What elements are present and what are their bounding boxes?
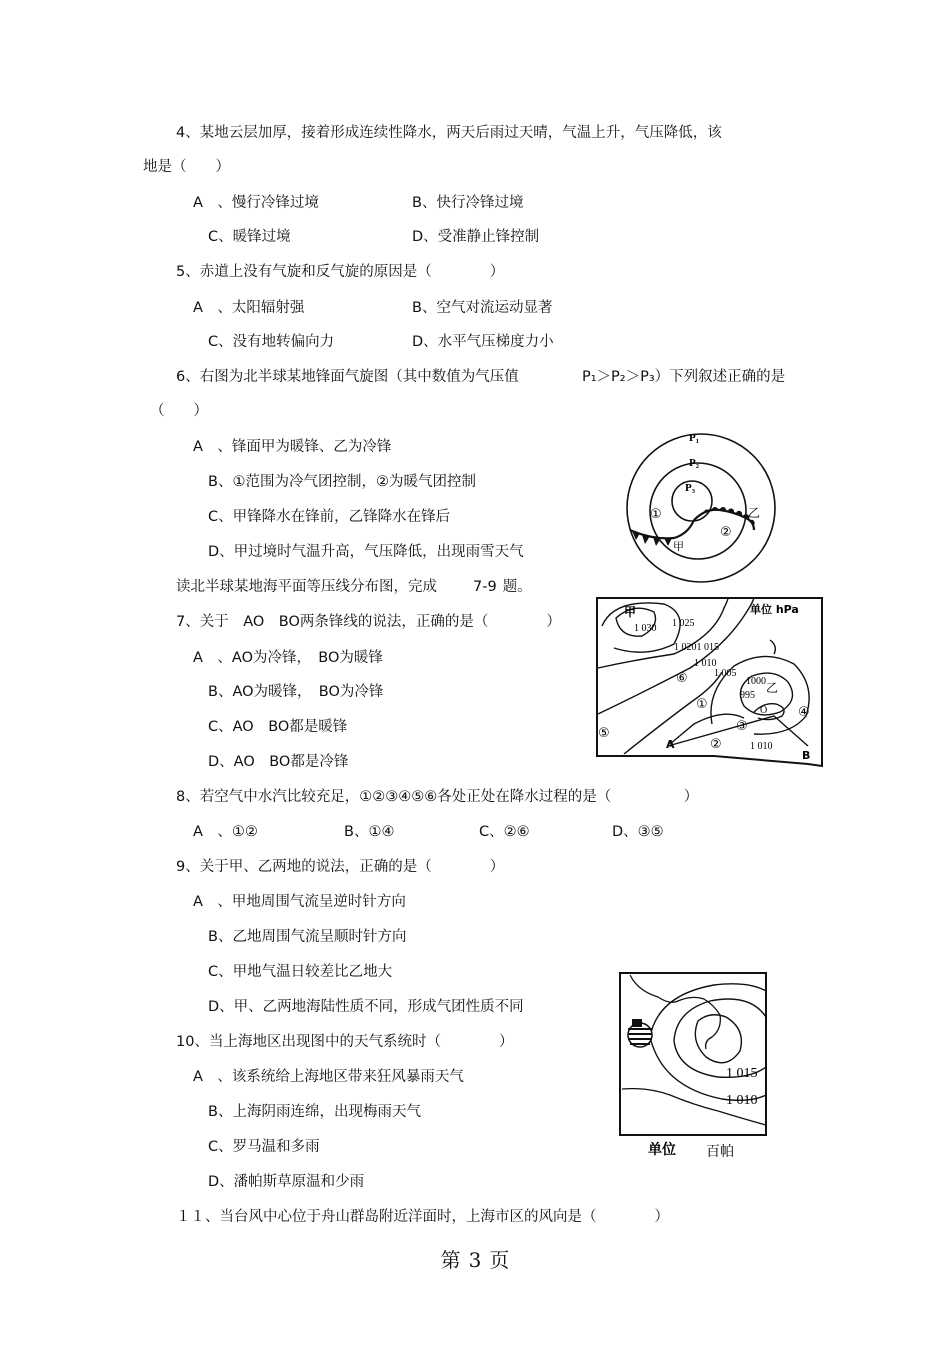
low-yi-label: 乙	[766, 681, 779, 695]
p1-label: P₁	[689, 432, 700, 444]
q8-option-d: D、③⑤	[612, 824, 664, 840]
intro-text: 读北半球某地海平面等压线分布图，完成	[176, 579, 437, 595]
intro-7-9	[176, 578, 532, 596]
q5-option-b: B、空气对流运动显著	[412, 300, 553, 316]
front-jia-label: 甲	[673, 540, 684, 553]
intro-range: 7-9	[473, 579, 497, 595]
center-o-label: O	[760, 705, 768, 716]
p3-label: P₃	[685, 482, 696, 494]
q10-option-b: B、上海阴雨连绵，出现梅雨天气	[208, 1104, 421, 1120]
q5-stem: 5、赤道上没有气旋和反气旋的原因是（ ）	[176, 264, 505, 280]
point-a-label: A	[666, 738, 675, 751]
q6-option-d: D、甲过境时气温升高，气压降低，出现雨雪天气	[208, 544, 524, 560]
point-b-label: B	[802, 749, 811, 762]
region-2-label: ②	[720, 525, 732, 540]
isobar-1030: 1 030	[634, 623, 657, 634]
q7-option-c: C、AO BO都是暖锋	[208, 719, 348, 735]
q9-option-c: C、甲地气温日较差比乙地大	[208, 964, 393, 980]
isobar-1010: 1 010	[726, 1093, 758, 1108]
q8-option-b: B、①④	[344, 824, 395, 840]
q6-option-b: B、①范围为冷气团控制，②为暖气团控制	[208, 474, 476, 490]
q8-stem: 8、若空气中水汽比较充足，①②③④⑤⑥各处正处在降水过程的是（ ）	[176, 789, 699, 805]
q4-option-b: B、快行冷锋过境	[412, 195, 524, 211]
marker-5: ⑤	[598, 726, 610, 741]
q4-option-a: A 、慢行冷锋过境	[193, 195, 319, 211]
isobar-map-figure	[594, 596, 826, 768]
marker-3: ③	[736, 719, 748, 734]
q4-stem-line1: 4、某地云层加厚，接着形成连续性降水，两天后雨过天晴，气温上升，气压降低，该	[176, 125, 722, 141]
marker-1: ①	[696, 697, 708, 712]
page-di: 第	[440, 1248, 461, 1272]
isobar-1000: 1000	[746, 676, 766, 687]
page-number	[0, 1244, 950, 1273]
q5-option-d: D、水平气压梯度力小	[412, 334, 554, 350]
p2-label: P₂	[689, 457, 700, 469]
q4-option-d: D、受准静止锋控制	[412, 229, 540, 245]
page-num: 3	[468, 1248, 482, 1272]
q10-stem: 10、当上海地区出现图中的天气系统时（ ）	[176, 1034, 514, 1050]
unit-label: 单位 hPa	[750, 603, 799, 616]
isobar-1005: 1 005	[714, 668, 737, 679]
isobar-1020-1015: 1 0201 015	[674, 642, 719, 653]
marker-6: ⑥	[676, 671, 688, 686]
weather-system-figure	[618, 971, 770, 1163]
unit-hectopascal: 百帕	[706, 1144, 734, 1160]
page-ye: 页	[489, 1248, 510, 1272]
isobar-1025: 1 025	[672, 618, 695, 629]
q6-stem-line2: （ ）	[150, 403, 208, 419]
isobar-1015: 1 015	[726, 1066, 758, 1081]
q7-option-a: A 、AO为冷锋， BO为暖锋	[193, 650, 383, 666]
region-1-label: ①	[650, 507, 662, 522]
q8-option-c: C、②⑥	[479, 824, 530, 840]
q10-option-c: C、罗马温和多雨	[208, 1139, 320, 1155]
q9-option-a: A 、甲地周围气流呈逆时针方向	[193, 894, 406, 910]
q7-option-d: D、AO BO都是冷锋	[208, 754, 349, 770]
marker-2: ②	[710, 737, 722, 752]
q4-stem-line2: 地是（ ）	[143, 159, 230, 175]
q6-option-c: C、甲锋降水在锋前，乙锋降水在锋后	[208, 509, 451, 525]
q9-option-d: D、甲、乙两地海陆性质不同，形成气团性质不同	[208, 999, 524, 1015]
q5-option-c: C、没有地转偏向力	[208, 334, 335, 350]
high-jia-label: 甲	[624, 605, 637, 619]
q4-option-c: C、暖锋过境	[208, 229, 291, 245]
front-yi-label: 乙	[748, 506, 761, 520]
q10-option-d: D、潘帕斯草原温和少雨	[208, 1174, 365, 1190]
unit-label: 单位	[648, 1142, 676, 1158]
q7-option-b: B、AO为暖锋， BO为冷锋	[208, 684, 384, 700]
q11-stem: １１、当台风中心位于舟山群岛附近洋面时，上海市区的风向是（ ）	[176, 1209, 669, 1225]
q9-stem: 9、关于甲、乙两地的说法，正确的是（ ）	[176, 859, 505, 875]
q6-stem-part1: 6、右图为北半球某地锋面气旋图（其中数值为气压值	[176, 369, 519, 385]
intro-tail: 题。	[502, 579, 532, 595]
isobar-1010-a: 1 010	[694, 658, 717, 669]
q8-option-a: A 、①②	[193, 824, 258, 840]
isobar-995: 995	[740, 690, 755, 701]
q6-option-a: A 、锋面甲为暖锋、乙为冷锋	[193, 439, 392, 455]
frontal-cyclone-figure	[622, 428, 782, 588]
q7-stem: 7、关于 AO BO两条锋线的说法，正确的是（ ）	[176, 614, 561, 630]
q9-option-b: B、乙地周围气流呈顺时针方向	[208, 929, 407, 945]
q6-stem-part2: P₁＞P₂＞P₃）下列叙述正确的是	[582, 369, 786, 385]
q10-option-a: A 、该系统给上海地区带来狂风暴雨天气	[193, 1069, 464, 1085]
isobar-1010-b: 1 010	[750, 741, 773, 752]
marker-4: ④	[798, 705, 810, 720]
q5-option-a: A 、太阳辐射强	[193, 300, 305, 316]
